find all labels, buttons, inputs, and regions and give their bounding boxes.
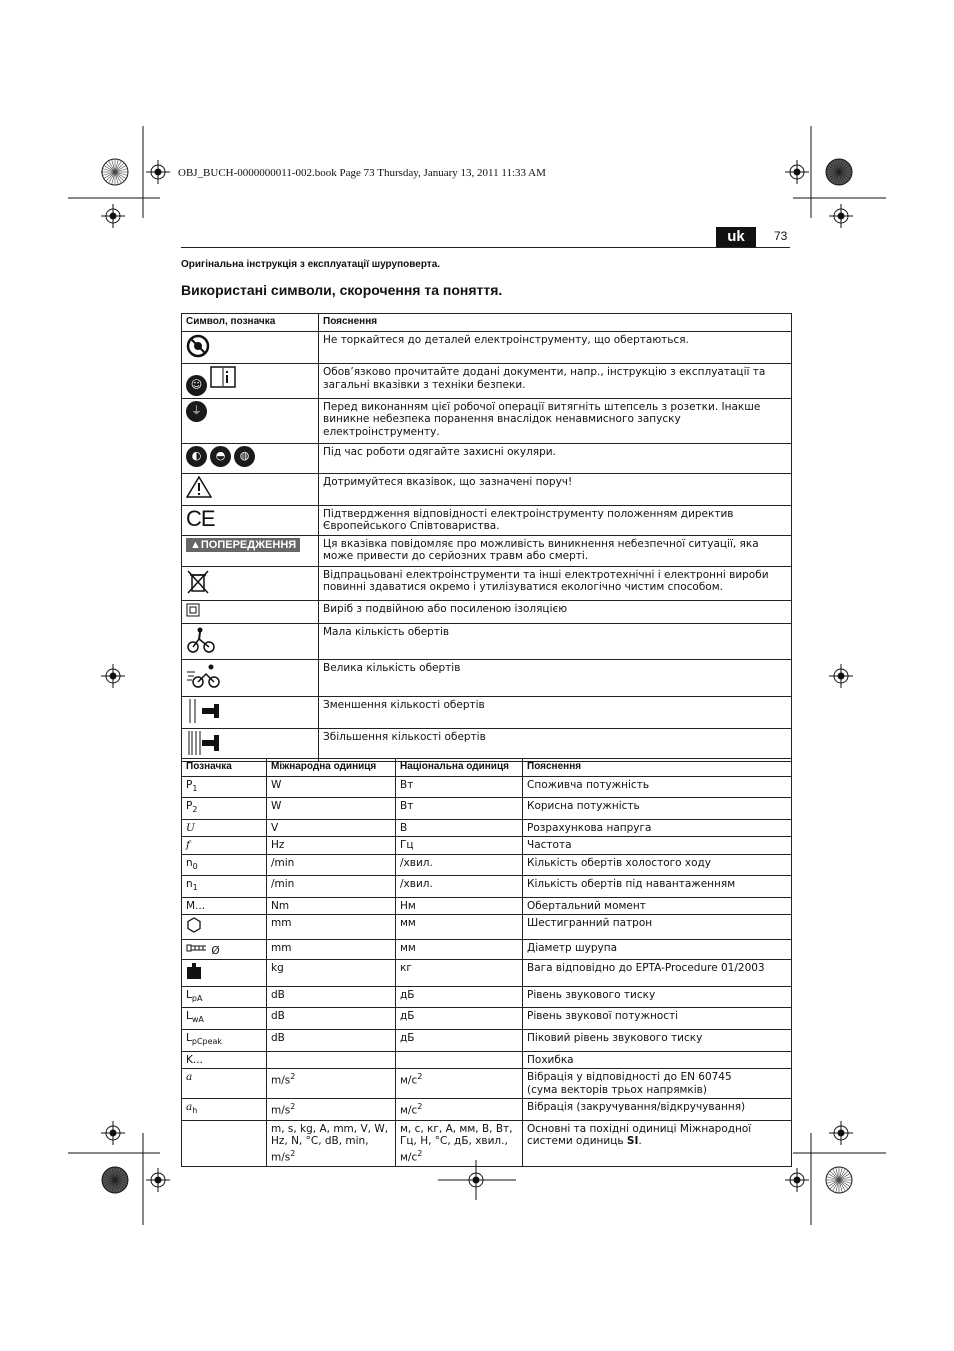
national-unit-exponent: 2 xyxy=(417,1148,423,1158)
unit-symbol: U xyxy=(186,821,195,834)
symbol-cell xyxy=(182,535,319,566)
explanation-cell xyxy=(523,1030,792,1052)
unit-symbol-subscript: pCpeak xyxy=(191,1037,223,1047)
unit-row xyxy=(182,776,792,798)
unit-explanation: Основні та похідні одиниці Міжнародної системи одиниць xyxy=(527,1122,752,1148)
symbol-row xyxy=(182,364,792,399)
international-unit: mm xyxy=(271,917,292,930)
designation-cell xyxy=(182,1099,267,1121)
symbol-cell xyxy=(182,364,319,399)
unit-row xyxy=(182,960,792,987)
unit-symbol: L xyxy=(186,988,192,1001)
symbol-explanation: Під час роботи одягайте захисні окуляри. xyxy=(319,443,792,473)
designation-cell xyxy=(182,837,267,855)
unit-explanation: Обертальний момент xyxy=(527,899,646,912)
unit-row xyxy=(182,986,792,1008)
unit-symbol-subscript: pA xyxy=(191,993,203,1003)
international-unit: dB xyxy=(271,988,285,1001)
international-unit: /min xyxy=(271,856,295,869)
unit-explanation: Кількість обертів холостого ходу xyxy=(527,856,712,869)
unit-explanation: Кількість обертів під навантаженням xyxy=(527,878,736,891)
units-table xyxy=(181,758,792,1167)
international-unit: m/s xyxy=(271,1104,291,1117)
designation-cell xyxy=(182,960,267,987)
national-unit: Гц xyxy=(400,839,414,852)
symbol-cell xyxy=(182,623,319,660)
national-unit: дБ xyxy=(400,988,415,1001)
unit-symbol: M... xyxy=(186,899,206,912)
ce-mark-icon: CE xyxy=(186,505,215,531)
unit-row xyxy=(182,854,792,876)
designation-cell xyxy=(182,897,267,915)
unit-symbol: P xyxy=(186,800,193,813)
unit-row xyxy=(182,915,792,940)
unit-row xyxy=(182,876,792,898)
designation-cell xyxy=(182,876,267,898)
explanation-cell xyxy=(523,1051,792,1069)
national-unit: /хвил. xyxy=(400,856,433,869)
symbol-row xyxy=(182,398,792,443)
unit-explanation-bold: SI xyxy=(626,1135,639,1148)
designation-cell xyxy=(182,915,267,940)
explanation-cell xyxy=(523,819,792,837)
international-unit-cell xyxy=(267,939,396,960)
international-unit-cell xyxy=(267,1030,396,1052)
national-unit: Вт xyxy=(400,778,414,791)
symbol-explanation: Велика кількість обертів xyxy=(319,660,792,697)
designation-cell xyxy=(182,1051,267,1069)
warning-triangle-icon: ▲ xyxy=(190,538,201,551)
book-icon xyxy=(210,366,236,388)
international-unit: W xyxy=(271,800,282,813)
symbol-row xyxy=(182,443,792,473)
symbol-explanation: Дотримуйтеся вказівок, що зазначені поруч! xyxy=(319,473,792,505)
file-info: OBJ_BUCH-0000000011-002.book Page 73 Thursday, January 13, 2011 11:33 AM xyxy=(178,167,546,179)
unit-row xyxy=(182,798,792,820)
fast-bike-icon xyxy=(186,662,222,690)
national-unit-cell xyxy=(396,1069,523,1099)
symbols-header-row xyxy=(182,314,792,332)
page-number: 73 xyxy=(774,229,788,243)
header-rule xyxy=(181,247,790,248)
national-unit: дБ xyxy=(400,1010,415,1023)
national-unit-cell xyxy=(396,1030,523,1052)
unplug-icon: ⏚ xyxy=(186,401,207,422)
unit-explanation: Похибка xyxy=(527,1053,574,1066)
national-unit-cell xyxy=(396,876,523,898)
warning-badge xyxy=(186,538,300,553)
unit-symbol: L xyxy=(186,1032,192,1045)
national-unit-cell xyxy=(396,837,523,855)
national-unit: /хвил. xyxy=(400,878,433,891)
symbol-explanation: Мала кількість обертів xyxy=(319,623,792,660)
explanation-column-header: Пояснення xyxy=(319,314,792,332)
symbol-row xyxy=(182,473,792,505)
hex-chuck-icon xyxy=(186,917,202,933)
national-unit: м/с xyxy=(400,1104,418,1117)
unit-symbol-subscript: 2 xyxy=(192,805,198,815)
unit-explanation: Піковий рівень звукового тиску xyxy=(527,1032,703,1045)
unit-explanation: Діаметр шурупа xyxy=(527,941,618,954)
designation-cell xyxy=(182,776,267,798)
international-unit-cell xyxy=(267,915,396,940)
unit-symbol-subscript: 0 xyxy=(192,861,198,871)
symbol-row xyxy=(182,696,792,729)
international-unit: W xyxy=(271,778,282,791)
international-unit-column-header: Міжнародна одиниця xyxy=(267,759,396,777)
unit-symbol: n xyxy=(186,856,193,869)
national-unit: мм xyxy=(400,941,416,954)
symbol-row xyxy=(182,505,792,535)
units-header-row xyxy=(182,759,792,777)
explanation-cell xyxy=(523,798,792,820)
unit-symbol: Ø xyxy=(211,944,220,957)
symbol-cell xyxy=(182,566,319,601)
explanation-cell xyxy=(523,960,792,987)
international-unit: mm xyxy=(271,941,292,954)
symbol-row xyxy=(182,729,792,762)
designation-cell xyxy=(182,986,267,1008)
unit-symbol: n xyxy=(186,878,193,891)
explanation-column-header: Пояснення xyxy=(523,759,792,777)
document-subtitle: Оригінальна інструкція з експлуатації шуруповерта. xyxy=(181,259,441,270)
explanation-cell xyxy=(523,776,792,798)
unit-explanation: Корисна потужність xyxy=(527,800,640,813)
national-unit-cell xyxy=(396,798,523,820)
international-unit: kg xyxy=(271,962,284,975)
unit-row xyxy=(182,939,792,960)
unit-row xyxy=(182,1120,792,1166)
unit-explanation: Вібрація у відповідності до EN 60745 xyxy=(527,1071,732,1084)
national-unit-cell xyxy=(396,1120,523,1166)
unit-row xyxy=(182,1051,792,1069)
unit-explanation: Вібрація (закручування/відкручування) xyxy=(527,1101,746,1114)
unit-explanation: Шестигранний патрон xyxy=(527,917,653,930)
symbol-row xyxy=(182,623,792,660)
international-unit-cell xyxy=(267,1051,396,1069)
unit-explanation: Вага відповідно до EPTA-Procedure 01/2003 xyxy=(527,962,765,975)
designation-cell xyxy=(182,1069,267,1099)
symbol-explanation: Перед виконанням цієї робочої операції витягніть штепсель з розетки. Інакше виникне небезпека поранення внаслідок ненавмисного запуску електроінструменту. xyxy=(319,398,792,443)
international-unit-exponent: 2 xyxy=(290,1072,296,1082)
unit-row xyxy=(182,1008,792,1030)
unit-explanation: Частота xyxy=(527,839,572,852)
designation-cell xyxy=(182,854,267,876)
international-unit-exponent: 2 xyxy=(290,1148,296,1158)
symbol-cell xyxy=(182,443,319,473)
symbol-explanation: Виріб з подвійною або посиленою ізоляцією xyxy=(319,601,792,624)
international-unit-cell xyxy=(267,1008,396,1030)
international-unit: dB xyxy=(271,1010,285,1023)
international-unit-cell xyxy=(267,854,396,876)
symbol-row xyxy=(182,660,792,697)
international-unit-cell xyxy=(267,960,396,987)
international-unit-cell xyxy=(267,819,396,837)
symbol-cell xyxy=(182,505,319,535)
international-unit-exponent: 2 xyxy=(290,1102,296,1112)
national-unit: В xyxy=(400,821,408,834)
unit-row xyxy=(182,819,792,837)
international-unit: /min xyxy=(271,878,295,891)
symbols-table xyxy=(181,313,792,762)
unit-row xyxy=(182,1030,792,1052)
symbol-explanation: Зменшення кількості обертів xyxy=(319,696,792,729)
national-unit-column-header: Національна одиниця xyxy=(396,759,523,777)
designation-column-header: Позначка xyxy=(182,759,267,777)
international-unit-cell xyxy=(267,776,396,798)
national-unit: Нм xyxy=(400,899,416,912)
international-unit-cell xyxy=(267,1069,396,1099)
explanation-cell xyxy=(523,1099,792,1121)
national-unit-cell xyxy=(396,939,523,960)
unit-explanation: Рівень звукового тиску xyxy=(527,988,656,1001)
unit-row xyxy=(182,897,792,915)
symbol-explanation: Обов’язково прочитайте додані документи, напр., інструкцію з експлуатації та загальні вказівки з техніки безпеки. xyxy=(319,364,792,399)
international-unit-cell xyxy=(267,798,396,820)
symbol-explanation: Відпрацьовані електроінструменти та інші електротехнічні і електронні вироби повинні здаватися окремо і утилізуватися екологічно чистим способом. xyxy=(319,566,792,601)
national-unit-cell xyxy=(396,854,523,876)
language-badge: uk xyxy=(716,227,756,247)
designation-cell xyxy=(182,1008,267,1030)
international-unit: m, s, kg, A, mm, V, W, Hz, N, °C, dB, min, m/s xyxy=(271,1122,389,1164)
unit-symbol-subscript: 1 xyxy=(192,883,198,893)
symbol-cell xyxy=(182,473,319,505)
national-unit-cell xyxy=(396,897,523,915)
no-touch-rotating-icon xyxy=(186,334,210,358)
screw-diameter-icon xyxy=(186,942,208,954)
symbol-row xyxy=(182,331,792,364)
explanation-cell xyxy=(523,897,792,915)
international-unit-cell xyxy=(267,837,396,855)
international-unit-cell xyxy=(267,1099,396,1121)
national-unit-cell xyxy=(396,1099,523,1121)
symbol-explanation: Не торкайтеся до деталей електроінструменту, що обертаються. xyxy=(319,331,792,364)
unit-symbol: P xyxy=(186,778,193,791)
national-unit: мм xyxy=(400,917,416,930)
international-unit: Nm xyxy=(271,899,290,912)
international-unit: V xyxy=(271,821,279,834)
unit-row xyxy=(182,837,792,855)
international-unit: Hz xyxy=(271,839,285,852)
unit-symbol-subscript: h xyxy=(192,1106,198,1116)
international-unit: dB xyxy=(271,1032,285,1045)
symbol-row xyxy=(182,535,792,566)
international-unit: m/s xyxy=(271,1074,291,1087)
national-unit: дБ xyxy=(400,1032,415,1045)
symbol-explanation: Збільшення кількості обертів xyxy=(319,729,792,762)
national-unit-cell xyxy=(396,776,523,798)
explanation-cell xyxy=(523,1069,792,1099)
international-unit-cell xyxy=(267,986,396,1008)
explanation-cell xyxy=(523,854,792,876)
national-unit: м, с, кг, А, мм, В, Вт, Гц, Н, °C, дБ, хвил., м/с xyxy=(400,1122,513,1164)
national-unit-exponent: 2 xyxy=(417,1102,423,1112)
symbol-explanation: Ця вказівка повідомляє про можливість виникнення небезпечної ситуації, яка може привести до серйозних травм або смерті. xyxy=(319,535,792,566)
weight-icon xyxy=(186,962,202,980)
national-unit-cell xyxy=(396,986,523,1008)
symbol-cell xyxy=(182,398,319,443)
unit-row xyxy=(182,1069,792,1099)
warning-badge-label: ПОПЕРЕДЖЕННЯ xyxy=(200,538,297,551)
double-insulation-icon xyxy=(186,603,200,617)
goggles-icon: ◍ xyxy=(234,446,255,467)
designation-cell xyxy=(182,819,267,837)
ear-protection-icon: ◐ xyxy=(186,446,207,467)
designation-cell xyxy=(182,1120,267,1166)
international-unit-cell xyxy=(267,1120,396,1166)
national-unit-exponent: 2 xyxy=(417,1072,423,1082)
explanation-cell xyxy=(523,876,792,898)
read-manual-icon: ☺ xyxy=(186,375,207,396)
national-unit: кг xyxy=(400,962,412,975)
symbol-cell xyxy=(182,331,319,364)
national-unit: м/с xyxy=(400,1074,418,1087)
designation-cell xyxy=(182,939,267,960)
screw-fast-icon xyxy=(186,731,220,755)
national-unit-cell xyxy=(396,1008,523,1030)
explanation-cell xyxy=(523,915,792,940)
symbol-cell xyxy=(182,601,319,624)
symbol-column-header: Символ, позначка xyxy=(182,314,319,332)
section-title: Використані символи, скорочення та поняття. xyxy=(181,282,503,298)
helmet-icon: ◓ xyxy=(210,446,231,467)
screw-slow-icon xyxy=(186,699,220,723)
unit-symbol: a xyxy=(186,1101,193,1114)
explanation-cell xyxy=(523,939,792,960)
international-unit-cell xyxy=(267,876,396,898)
symbol-explanation: Підтвердження відповідності електроінструменту положенням директив Європейського Співтовариства. xyxy=(319,505,792,535)
national-unit-cell xyxy=(396,960,523,987)
unit-symbol: f xyxy=(186,839,190,852)
explanation-cell xyxy=(523,1120,792,1166)
unit-explanation-line2: (сума векторів трьох напрямків) xyxy=(527,1083,707,1096)
unit-symbol: a xyxy=(186,1071,193,1084)
explanation-cell xyxy=(523,1008,792,1030)
warning-triangle-icon xyxy=(186,476,212,498)
designation-cell xyxy=(182,798,267,820)
unit-explanation: Рівень звукової потужності xyxy=(527,1010,679,1023)
national-unit-cell xyxy=(396,819,523,837)
symbol-cell xyxy=(182,660,319,697)
unit-symbol-subscript: wA xyxy=(191,1015,204,1025)
international-unit-cell xyxy=(267,897,396,915)
unit-explanation-end: . xyxy=(638,1135,642,1148)
unit-explanation: Розрахункова напруга xyxy=(527,821,652,834)
symbol-cell xyxy=(182,696,319,729)
slow-bike-icon xyxy=(186,626,216,654)
symbol-cell xyxy=(182,729,319,762)
unit-symbol: K... xyxy=(186,1053,203,1066)
unit-explanation: Споживча потужність xyxy=(527,778,650,791)
national-unit-cell xyxy=(396,915,523,940)
explanation-cell xyxy=(523,837,792,855)
crossed-bin-icon xyxy=(186,569,210,595)
explanation-cell xyxy=(523,986,792,1008)
unit-row xyxy=(182,1099,792,1121)
unit-symbol-subscript: 1 xyxy=(192,783,198,793)
symbol-row xyxy=(182,566,792,601)
designation-cell xyxy=(182,1030,267,1052)
national-unit: Вт xyxy=(400,800,414,813)
national-unit-cell xyxy=(396,1051,523,1069)
symbol-row xyxy=(182,601,792,624)
unit-symbol: L xyxy=(186,1010,192,1023)
